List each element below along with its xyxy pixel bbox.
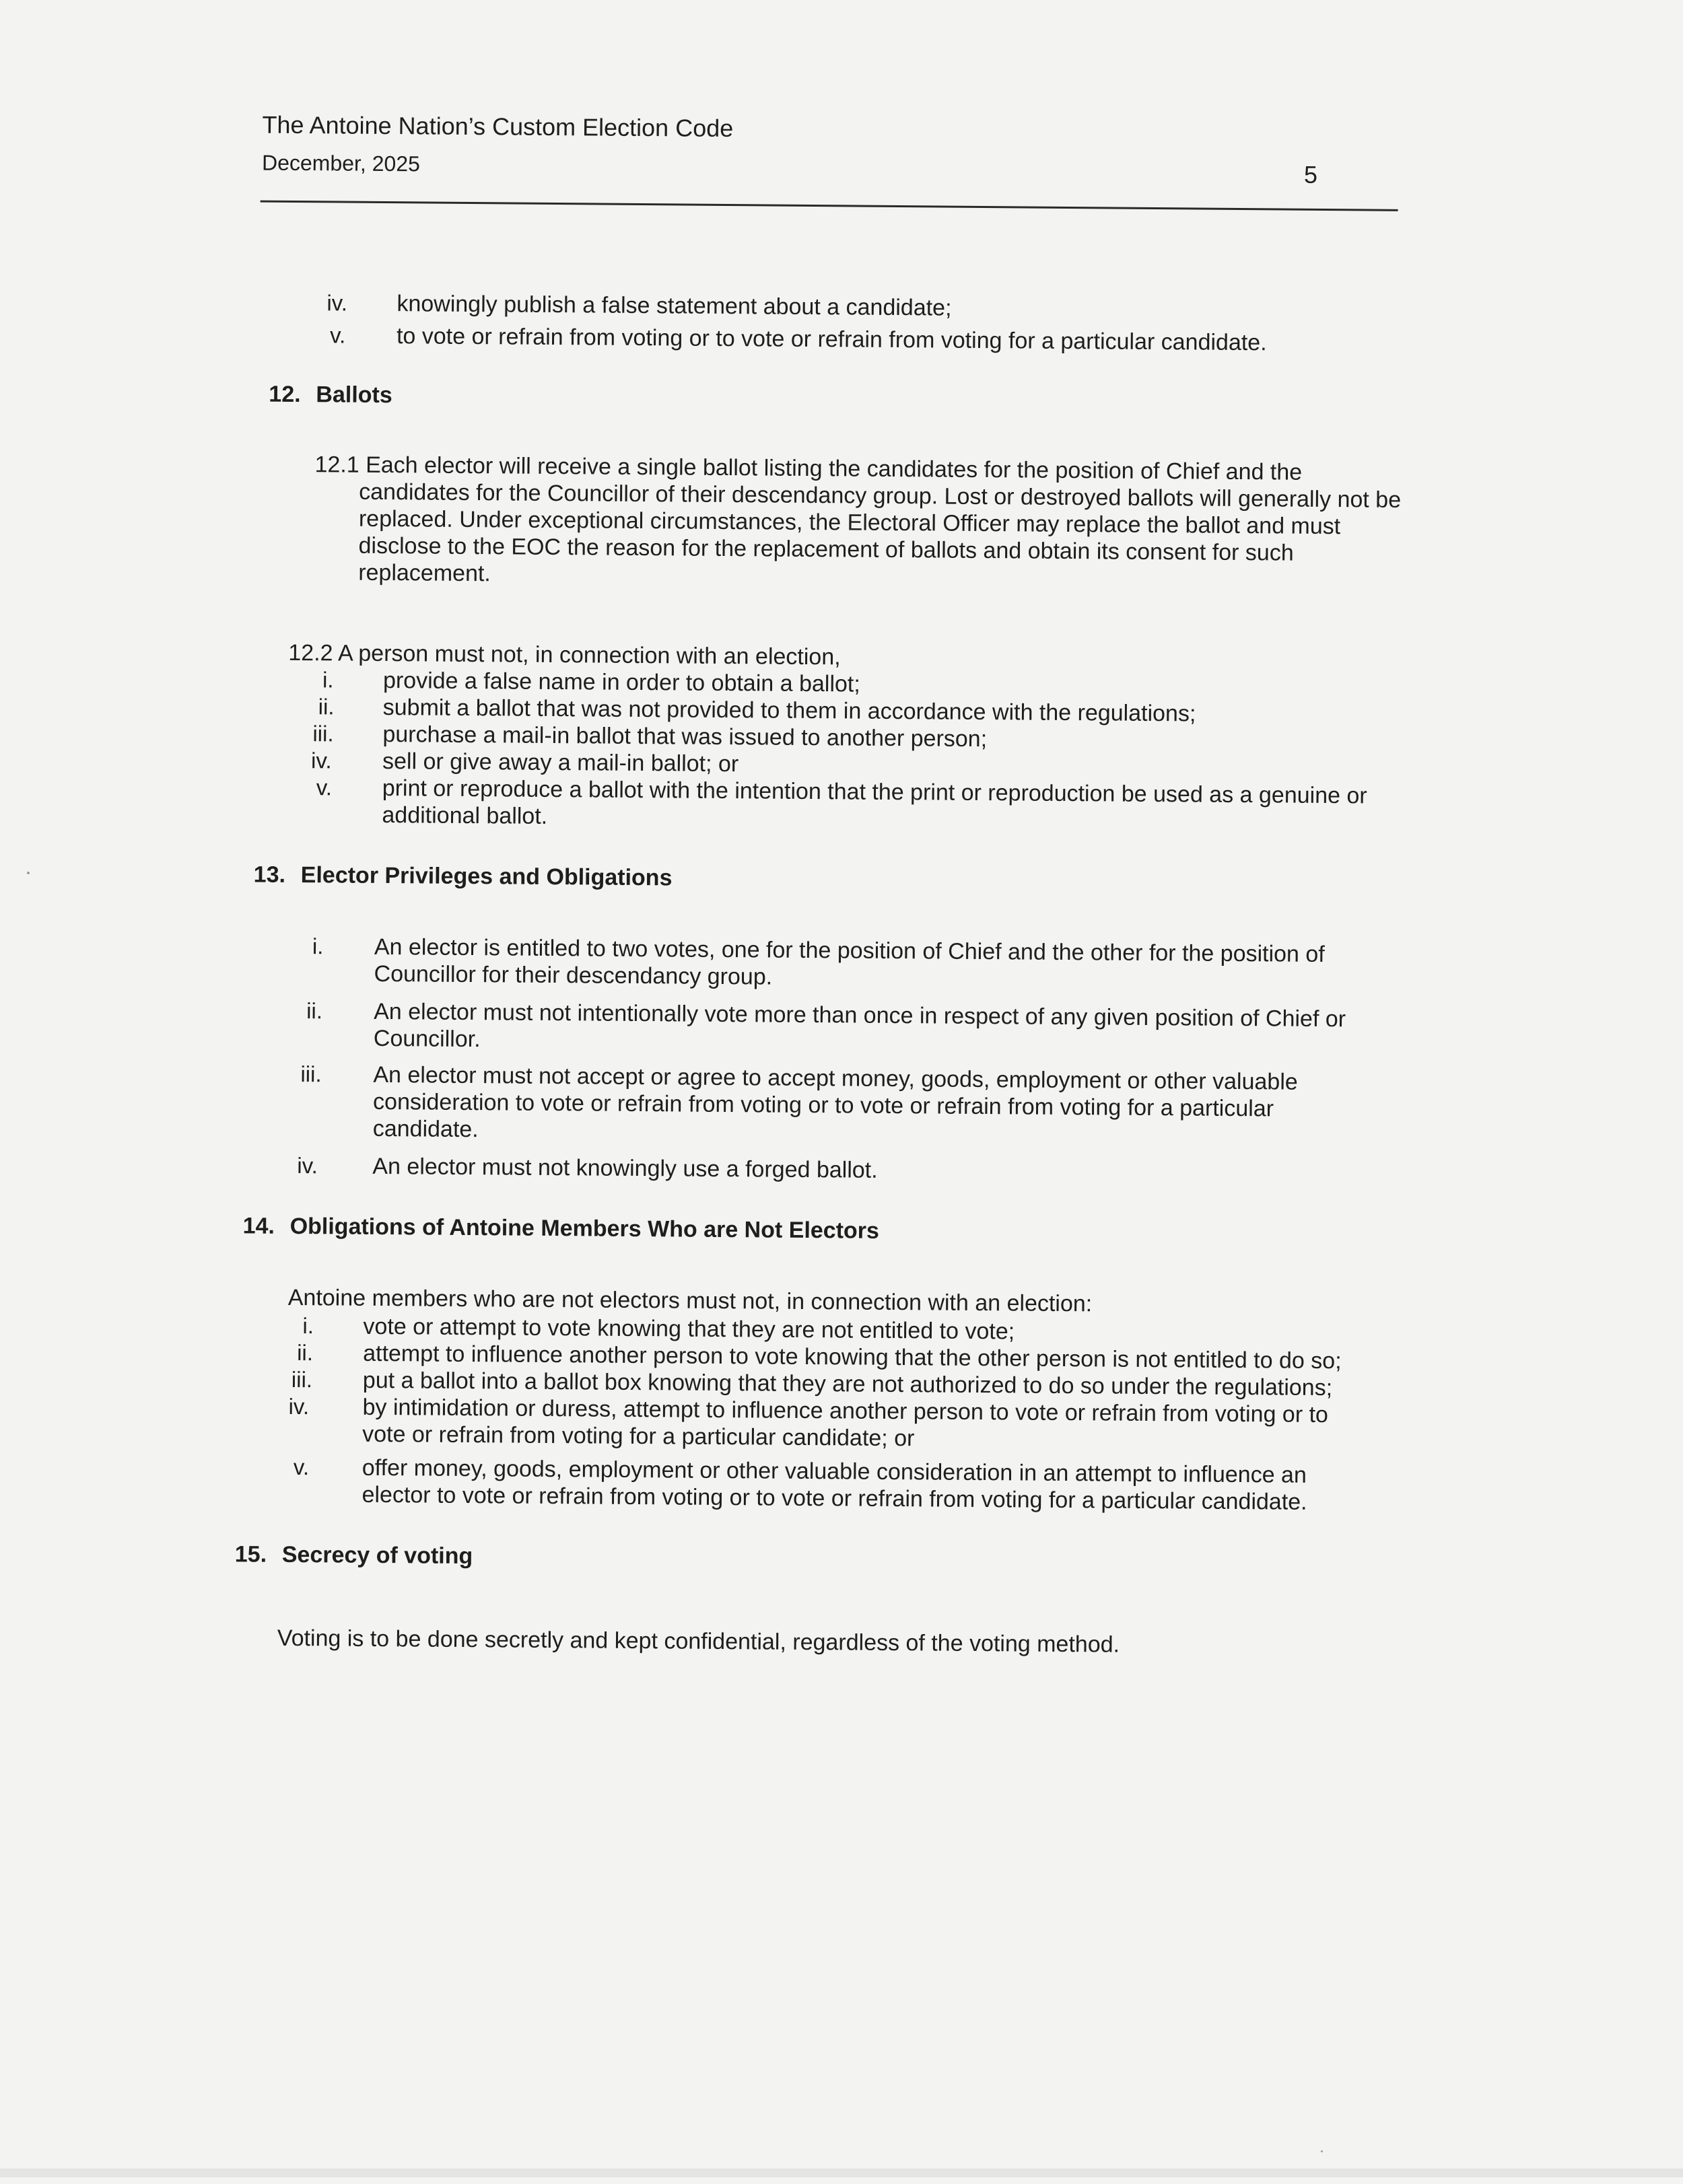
- section-title: Elector Privileges and Obligations: [300, 862, 673, 891]
- list-numeral: ii.: [306, 998, 323, 1024]
- list-numeral: i.: [302, 1313, 314, 1339]
- list-item-text: An elector must not accept or agree to accept money, goods, employment or other valuable: [373, 1061, 1298, 1095]
- list-numeral: iii.: [312, 721, 334, 746]
- list-numeral: iv.: [310, 748, 332, 773]
- list-numeral: iv.: [288, 1393, 310, 1419]
- paragraph-line: candidates for the Councillor of their descendancy group. Lost or destroyed ballots will generally not be: [359, 479, 1402, 513]
- section-number: 12.: [269, 381, 301, 408]
- list-item-text: An elector must not knowingly use a forged ballot.: [372, 1153, 878, 1183]
- list-item-text: to vote or refrain from voting or to vote or refrain from voting for a particular candidate.: [396, 323, 1267, 356]
- list-numeral: iv.: [327, 290, 348, 316]
- section-heading-14: [243, 1212, 880, 1244]
- list-item-text: attempt to influence another person to vote knowing that the other person is not entitled to do so;: [363, 1340, 1342, 1374]
- paragraph-line: Antoine members who are not electors must not, in connection with an election:: [287, 1284, 1093, 1317]
- list-item-text: submit a ballot that was not provided to them in accordance with the regulations;: [382, 695, 1196, 727]
- list-numeral: i.: [322, 667, 334, 693]
- list-item-text: elector to vote or refrain from voting or to vote or refrain from voting for a particular candidate.: [362, 1481, 1307, 1515]
- list-item-text: put a ballot into a ballot box knowing that they are not authorized to do so under the regulations;: [362, 1367, 1333, 1401]
- page-number: 5: [1303, 160, 1318, 188]
- section-number: 15.: [234, 1541, 267, 1567]
- list-item-text: knowingly publish a false statement about a candidate;: [397, 291, 952, 321]
- list-item-text: Councillor for their descendancy group.: [374, 960, 773, 990]
- section-title: Secrecy of voting: [281, 1541, 473, 1570]
- paragraph-line: replaced. Under exceptional circumstances, the Electoral Officer may replace the ballot and must: [358, 505, 1341, 540]
- paragraph-line: Voting is to be done secretly and kept confidential, regardless of the voting method.: [277, 1625, 1120, 1658]
- list-numeral: v.: [293, 1454, 310, 1480]
- list-numeral: iv.: [297, 1153, 318, 1178]
- list-item-text: additional ballot.: [382, 802, 548, 829]
- paragraph-line: replacement.: [358, 559, 491, 587]
- section-number: 13.: [253, 861, 286, 888]
- section-heading-12: [269, 381, 392, 409]
- list-item-text: print or reproduce a ballot with the intention that the print or reproduction be used as a genuine or: [382, 775, 1367, 809]
- list-item-text: vote or refrain from voting for a particular candidate; or: [362, 1421, 915, 1452]
- list-numeral: v.: [316, 775, 333, 800]
- list-item-text: consideration to vote or refrain from voting or to vote or refrain from voting for a particular: [372, 1088, 1274, 1122]
- list-item-text: offer money, goods, employment or other valuable consideration in an attempt to influence an: [362, 1454, 1307, 1488]
- list-item-text: purchase a mail-in ballot that was issued to another person;: [382, 721, 988, 752]
- section-title: Ballots: [316, 382, 392, 409]
- document-date: December, 2025: [261, 150, 421, 176]
- header-divider: [261, 201, 1398, 211]
- section-number: 14.: [242, 1213, 275, 1239]
- paragraph-line: 12.1 Each elector will receive a single ballot listing the candidates for the position of Chief and the: [314, 452, 1303, 485]
- list-numeral: ii.: [318, 694, 335, 719]
- list-item-text: An elector must not intentionally vote more than once in respect of any given position of Chief or: [374, 998, 1346, 1032]
- list-item-text: sell or give away a mail-in ballot; or: [382, 748, 739, 777]
- list-item-text: Councillor.: [373, 1025, 481, 1053]
- list-item-text: An elector is entitled to two votes, one for the position of Chief and the other for the position of: [374, 934, 1325, 968]
- section-heading-13: [254, 861, 673, 892]
- list-numeral: iii.: [300, 1061, 322, 1087]
- list-numeral: i.: [312, 934, 324, 959]
- list-item-text: vote or attempt to vote knowing that they are not entitled to vote;: [363, 1313, 1015, 1345]
- list-item-text: provide a false name in order to obtain a ballot;: [382, 668, 860, 697]
- list-numeral: iii.: [291, 1366, 313, 1393]
- section-heading-15: [235, 1541, 473, 1570]
- paragraph-line: 12.2 A person must not, in connection with an election,: [288, 639, 841, 670]
- list-item-text: by intimidation or duress, attempt to influence another person to vote or refrain from voting or to: [362, 1394, 1329, 1428]
- document-title: The Antoine Nation’s Custom Election Code: [262, 110, 734, 143]
- list-numeral: ii.: [297, 1340, 314, 1366]
- list-numeral: v.: [329, 322, 346, 348]
- paragraph-line: disclose to the EOC the reason for the replacement of ballots and obtain its consent for such: [358, 532, 1294, 566]
- list-item-text: candidate.: [372, 1115, 479, 1143]
- section-title: Obligations of Antoine Members Who are Not Electors: [289, 1213, 880, 1244]
